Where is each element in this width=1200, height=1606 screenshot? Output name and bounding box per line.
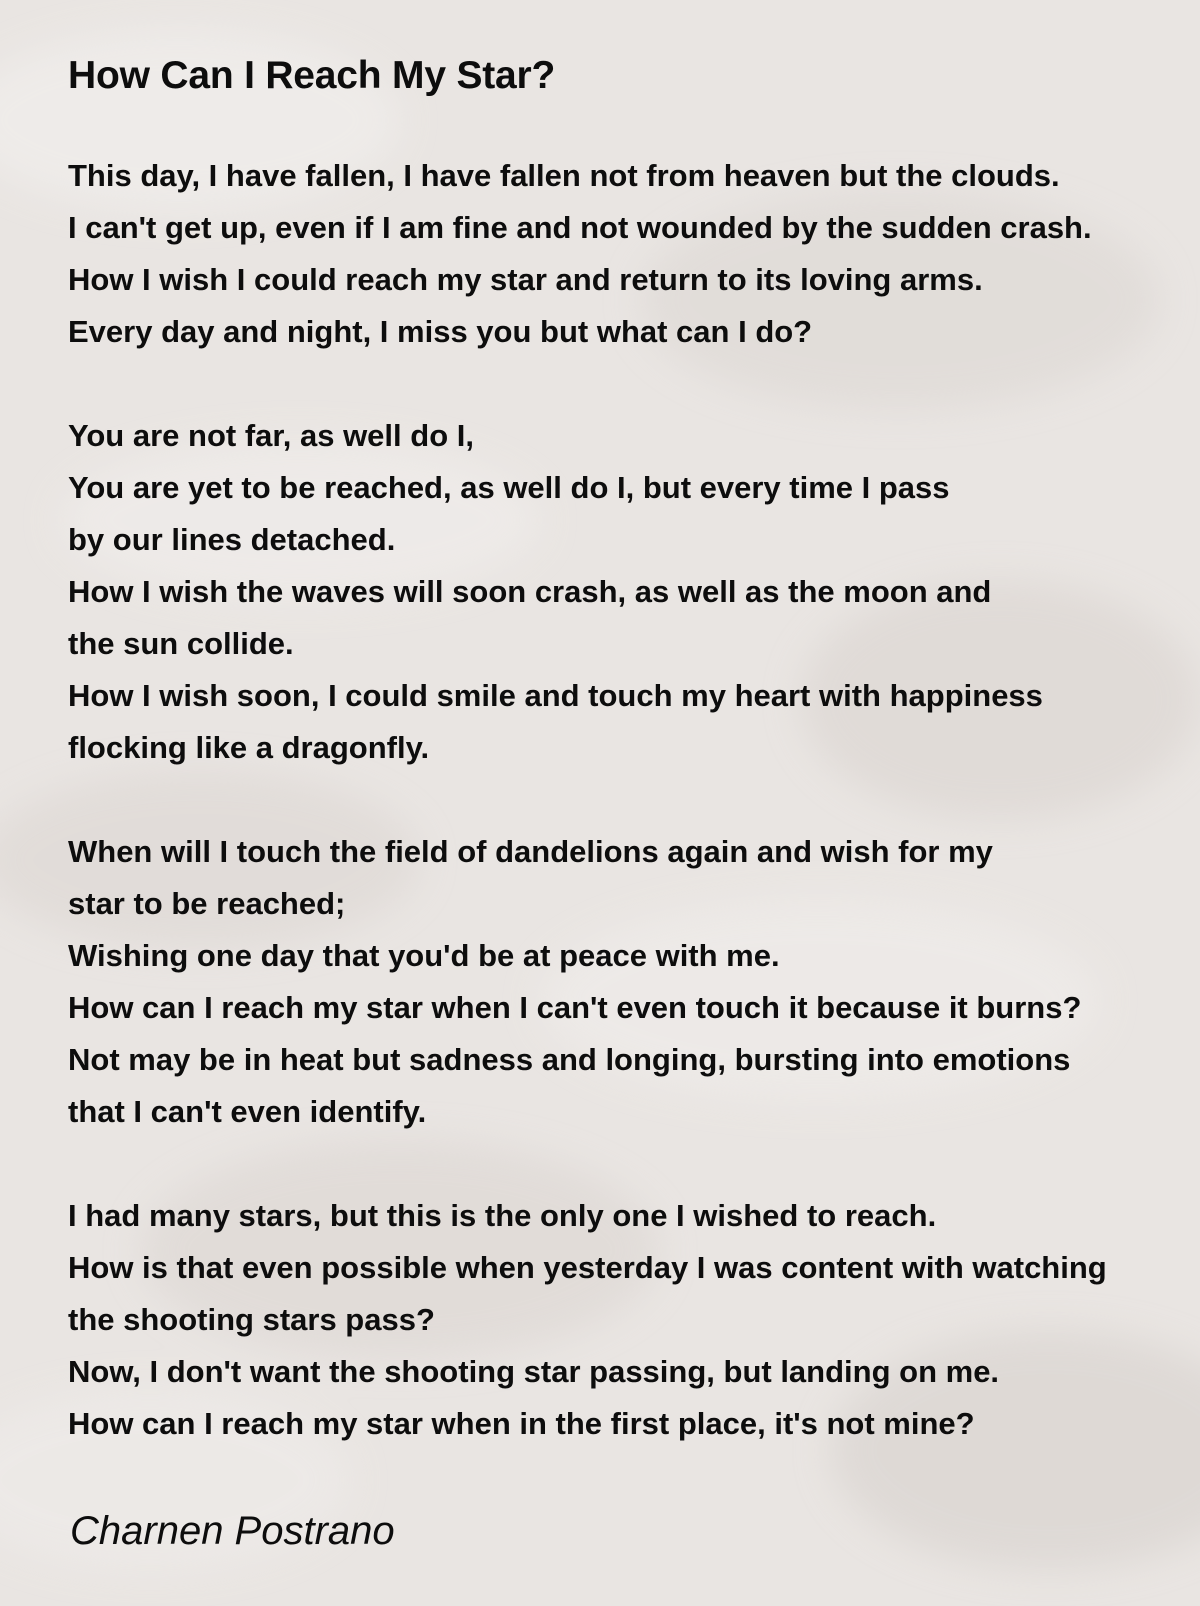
- poem-line: Wishing one day that you'd be at peace with me.: [68, 938, 780, 973]
- poem-line: When will I touch the field of dandelions again and wish for my: [68, 834, 993, 869]
- poem-line: How I wish soon, I could smile and touch my heart with happiness: [68, 678, 1043, 713]
- poem-line: star to be reached;: [68, 886, 346, 921]
- poem-line: I had many stars, but this is the only one I wished to reach.: [68, 1198, 937, 1233]
- poem-line: How is that even possible when yesterday I was content with watching: [68, 1250, 1107, 1285]
- poem-line: How can I reach my star when in the first place, it's not mine?: [68, 1406, 975, 1441]
- poem-line: Now, I don't want the shooting star passing, but landing on me.: [68, 1354, 1000, 1389]
- poem-line: I can't get up, even if I am fine and not wounded by the sudden crash.: [68, 210, 1092, 245]
- stanza-4: [68, 1190, 1178, 1450]
- poem-line: You are not far, as well do I,: [68, 418, 474, 453]
- poem-line: flocking like a dragonfly.: [68, 730, 430, 765]
- poem-author: Charnen Postrano: [70, 1509, 395, 1553]
- poem-title: How Can I Reach My Star?: [68, 54, 556, 97]
- poem-line: You are yet to be reached, as well do I, but every time I pass: [68, 470, 950, 505]
- poem-line: Every day and night, I miss you but what can I do?: [68, 314, 813, 349]
- stanza-3: [68, 826, 1178, 1138]
- poem-line: the sun collide.: [68, 626, 294, 661]
- poem-body: [68, 150, 1178, 1502]
- poem-line: This day, I have fallen, I have fallen not from heaven but the clouds.: [68, 158, 1060, 193]
- stanza-1: [68, 150, 1178, 358]
- poem-line: How I wish I could reach my star and return to its loving arms.: [68, 262, 983, 297]
- stanza-2: [68, 410, 1178, 774]
- poem-line: How I wish the waves will soon crash, as well as the moon and: [68, 574, 992, 609]
- poem-line: by our lines detached.: [68, 522, 396, 557]
- poem-line: that I can't even identify.: [68, 1094, 427, 1129]
- poem-line: Not may be in heat but sadness and longing, bursting into emotions: [68, 1042, 1071, 1077]
- poem-line: the shooting stars pass?: [68, 1302, 435, 1337]
- poem-line: How can I reach my star when I can't even touch it because it burns?: [68, 990, 1082, 1025]
